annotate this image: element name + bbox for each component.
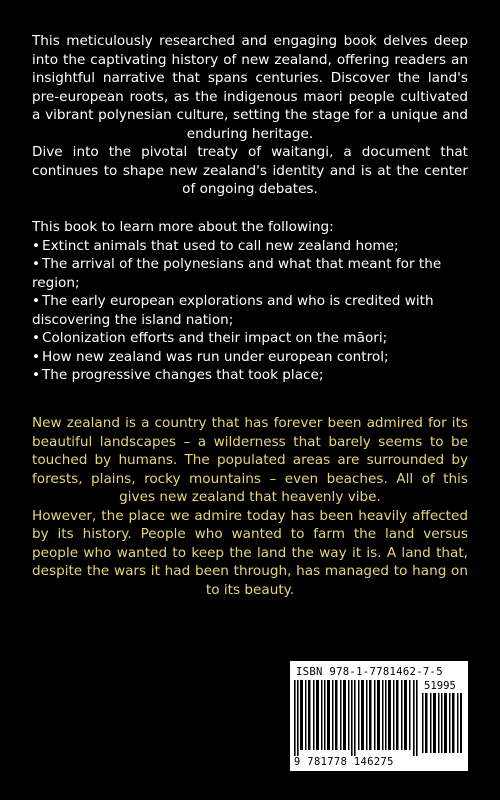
bullet-icon: • [32,237,41,254]
bullet-icon: • [32,367,41,383]
intro-paragraph-1: This meticulously researched and engaging book delves deep into the captivating history of new zealand, offering readers an insightful narrative that spans centuries. Discover the land's pre-european roots, as the indigenous maori people cultivated a vibrant polynesian culture, setting the stage for a unique and enduring heritage. [32,33,468,142]
price-code: 51995 [424,680,456,692]
closing-paragraph-2: However, the place we admire today has been heavily affected by its history. People who wanted to farm the land versus people who wanted to keep the land the way it is. A land that, despite the wars it had been through, has managed to hang on to its beauty. [32,507,468,598]
price-addon-bars [422,693,462,753]
topics-section [32,218,468,385]
bullet-icon: • [32,256,41,272]
closing-paragraph-1: New zealand is a country that has forever been admired for its beautiful landscapes – a wilderness that barely seems to be touched by humans. The populated areas are surrounded by forests, plains, rocky mountains – even beaches. All of this gives new zealand that heavenly vibe. [32,415,468,505]
isbn-label: ISBN 978-1-7781462-7-5 [296,666,443,678]
list-item: • The arrival of the polynesians and what that meant for the region; [32,256,442,291]
list-item: • The progressive changes that took place; [32,367,324,383]
list-item: • The early european explorations and who is credited with discovering the island nation; [32,293,434,328]
bullet-icon: • [32,348,41,365]
list-item: • Colonization efforts and their impact on the māori; [32,330,388,346]
topics-intro: This book to learn more about the following: [32,219,334,235]
isbn-barcode [290,661,468,771]
list-item: • Extinct animals that used to call new zealand home; [32,237,399,254]
barcode-digits: 9 781778 146275 [294,756,394,768]
topics-list [32,237,468,385]
intro-paragraph-2: Dive into the pivotal treaty of waitangi, a document that continues to shape new zealand's identity and is at the center of ongoing debates. [32,144,468,197]
closing-section [32,414,468,599]
intro-section [32,32,468,199]
bullet-icon: • [32,293,41,309]
bullet-icon: • [32,330,41,346]
ean-barcode-bars [294,680,418,756]
list-item: • How new zealand was run under european control; [32,348,389,365]
